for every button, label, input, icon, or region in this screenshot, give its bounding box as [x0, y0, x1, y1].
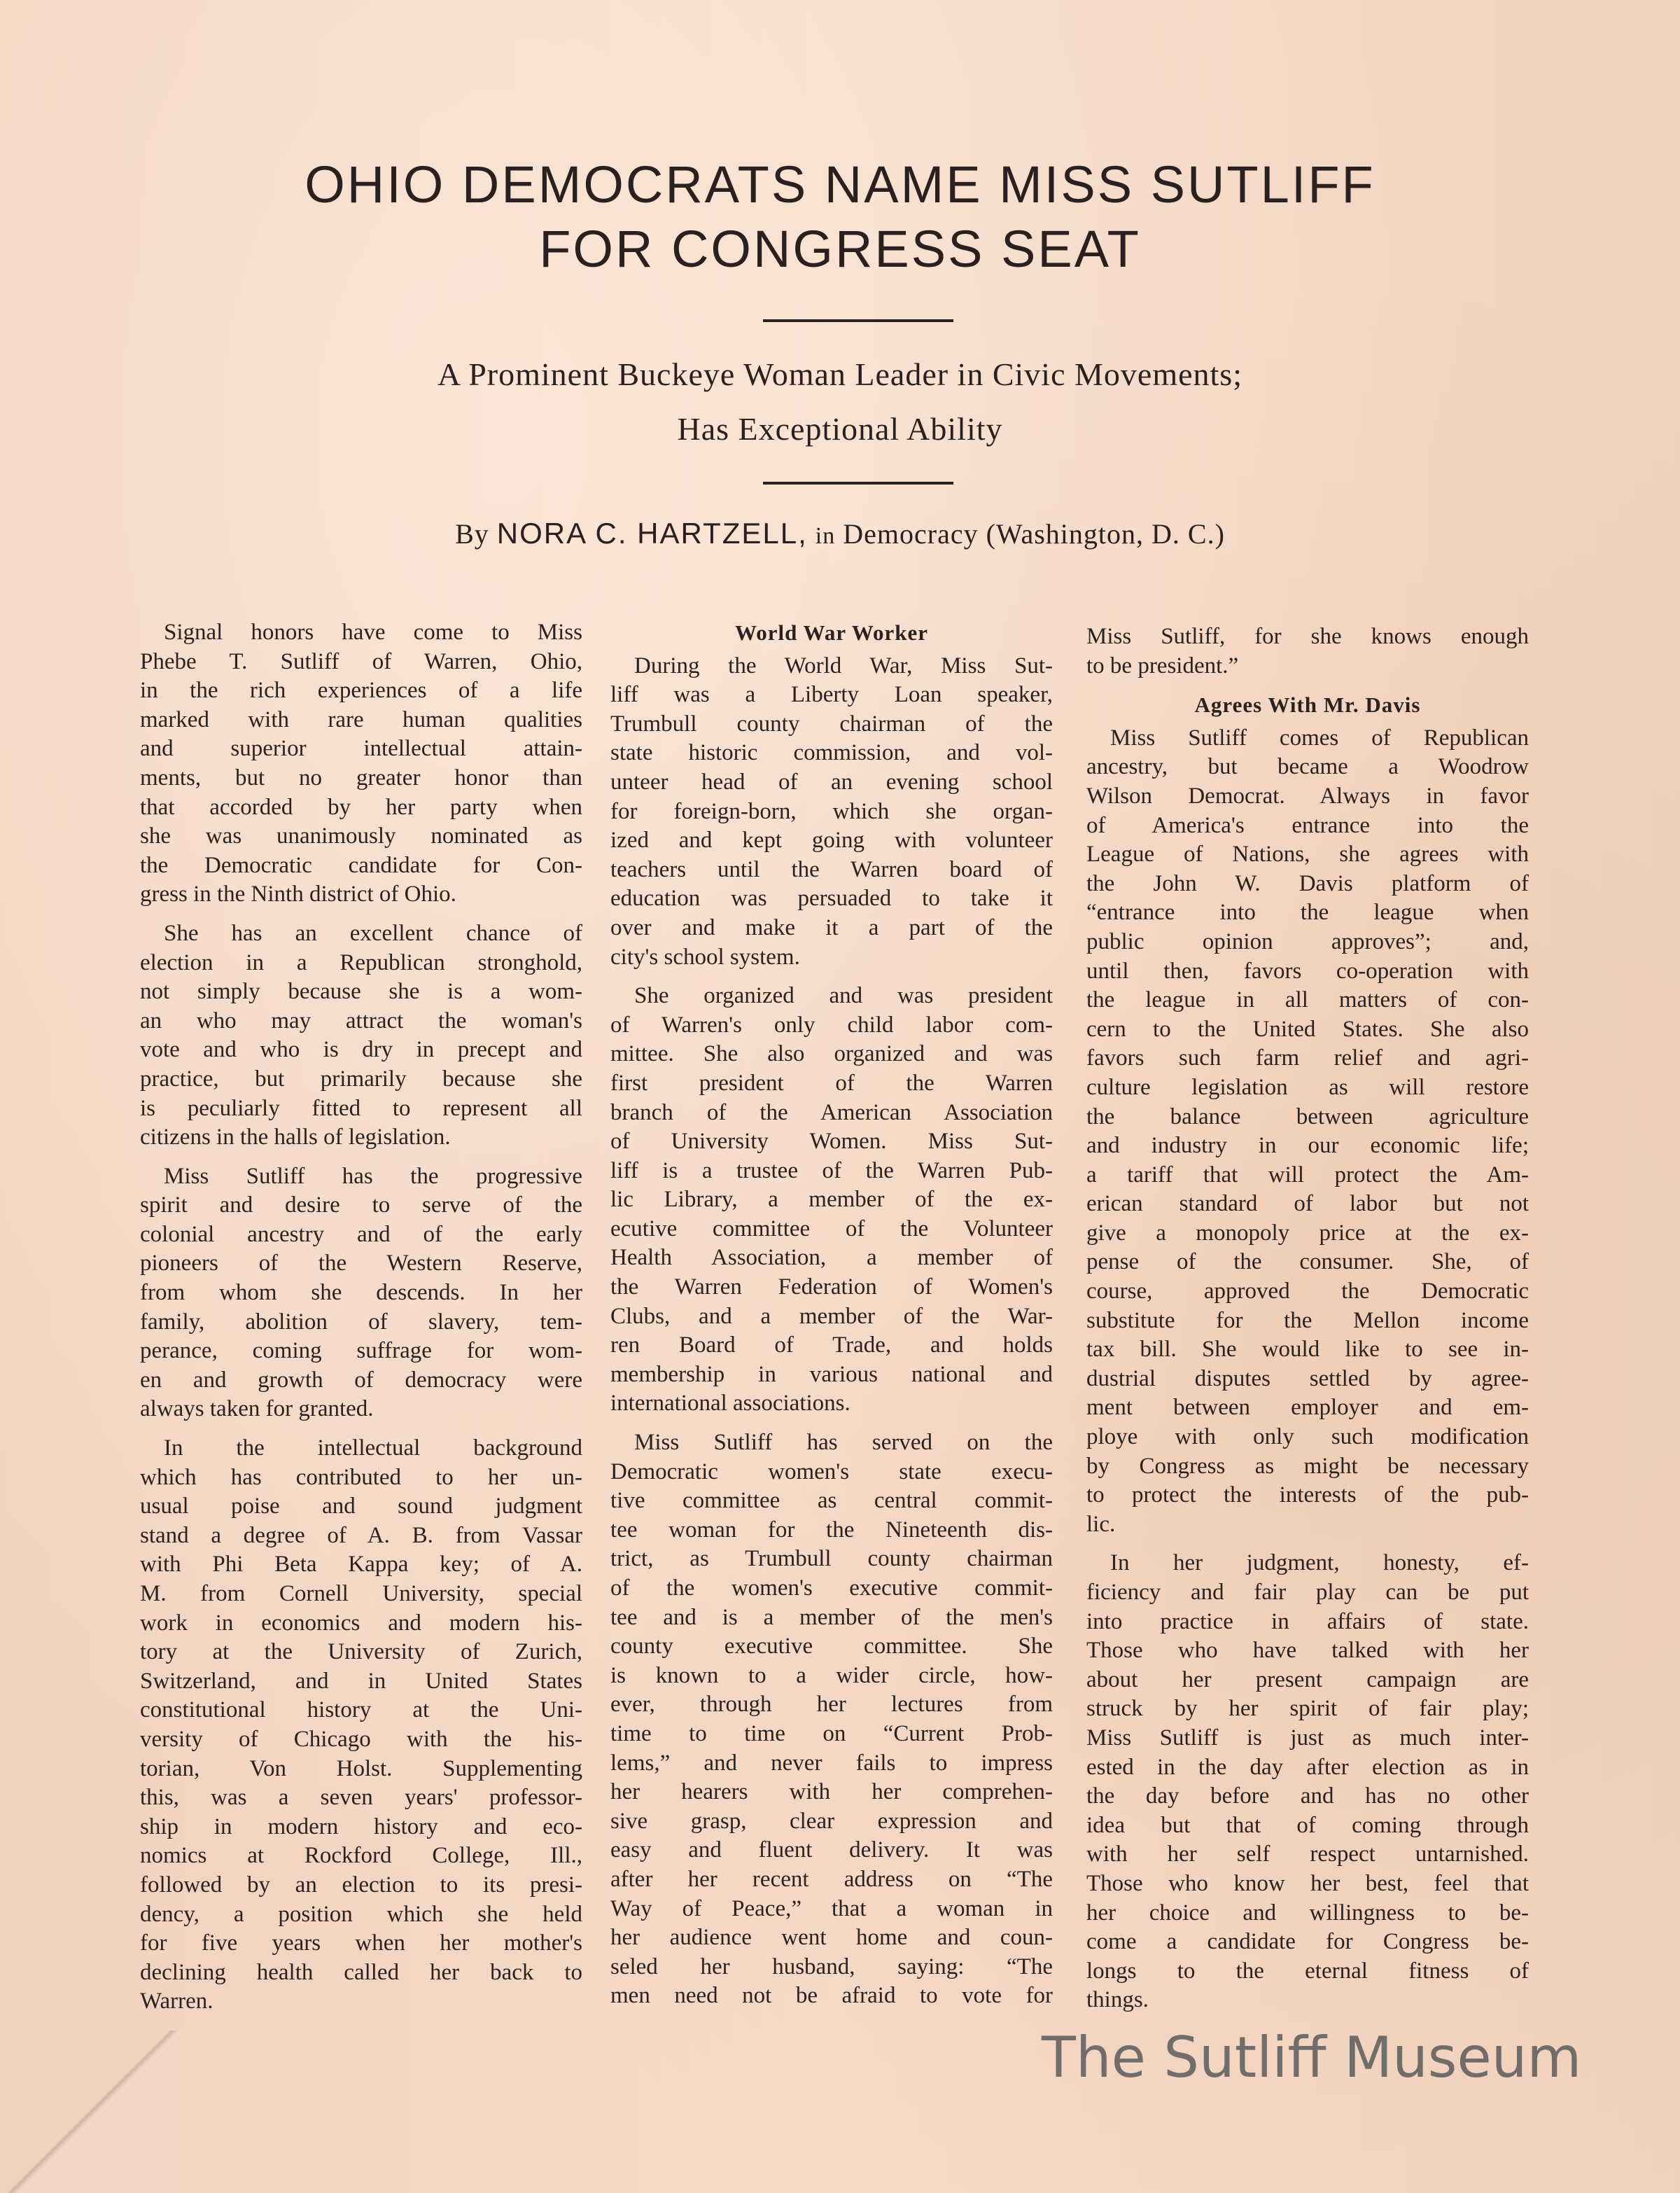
text-line: liff was a Liberty Loan speaker,	[610, 682, 1053, 708]
text-line: longs to the eternal fitness of	[1086, 1958, 1529, 1984]
text-line: an who may attract the woman's	[140, 1008, 582, 1033]
text-line: from whom she descends. In her	[140, 1280, 582, 1306]
text-line: Health Association, a member of	[610, 1245, 1053, 1271]
article-paragraph	[610, 982, 1053, 1419]
text-line: easy and fluent delivery. It was	[610, 1837, 1053, 1863]
text-line: declining health called her back to	[140, 1959, 582, 1985]
text-line: Wilson Democrat. Always in favor	[1086, 783, 1529, 809]
text-line: trict, as Trumbull county chairman	[610, 1546, 1053, 1572]
text-line: and superior intellectual attain-	[140, 736, 582, 762]
text-line: liff is a trustee of the Warren Pub-	[610, 1157, 1053, 1183]
text-line: and industry in our economic life;	[1086, 1133, 1529, 1159]
text-line: international associations.	[610, 1391, 850, 1416]
text-line: come a candidate for Congress be-	[1086, 1929, 1529, 1955]
text-line: nomics at Rockford College, Ill.,	[140, 1843, 582, 1869]
text-line: education was persuaded to take it	[610, 886, 1053, 912]
text-line: election in a Republican stronghold,	[140, 949, 582, 975]
text-line: ever, through her lectures from	[610, 1692, 1053, 1718]
text-line: ment between employer and em-	[1086, 1395, 1529, 1421]
text-line: branch of the American Association	[610, 1099, 1053, 1125]
article-paragraph	[610, 652, 1053, 973]
text-line: favors such farm relief and agri-	[1086, 1045, 1529, 1071]
divider-rule	[763, 319, 953, 322]
article-paragraph	[140, 618, 582, 910]
text-line: not simply because she is a wom-	[140, 979, 582, 1005]
text-line: that accorded by her party when	[140, 794, 582, 820]
text-line: unteer head of an evening school	[610, 769, 1053, 795]
article-paragraph	[140, 1434, 582, 2017]
text-line: ested in the day after election as in	[1086, 1754, 1529, 1780]
text-line: Switzerland, and in United States	[140, 1668, 582, 1694]
text-line: of Warren's only child labor com-	[610, 1012, 1053, 1038]
text-line: In her judgment, honesty, ef-	[1110, 1550, 1529, 1576]
text-line: followed by an election to its presi-	[140, 1872, 582, 1898]
text-line: ship in modern history and eco-	[140, 1813, 582, 1839]
headline	[0, 153, 1680, 281]
text-line: dustrial disputes settled by agree-	[1086, 1365, 1529, 1391]
text-line: the John W. Davis platform of	[1086, 870, 1529, 896]
text-line: Those who have talked with her	[1086, 1638, 1529, 1664]
text-line: her audience went home and coun-	[610, 1925, 1053, 1951]
text-line: spirit and desire to serve of the	[140, 1192, 582, 1218]
text-line: stand a degree of A. B. from Vassar	[140, 1522, 582, 1548]
subheadline-line-2: Has Exceptional Ability	[677, 411, 1003, 447]
text-line: colonial ancestry and of the early	[140, 1221, 582, 1247]
text-line: Democratic women's state execu-	[610, 1458, 1053, 1484]
text-line: of America's entrance into the	[1086, 812, 1529, 838]
article-paragraph	[140, 919, 582, 1153]
text-line: is peculiarly fitted to represent all	[140, 1095, 582, 1121]
text-line: tee woman for the Nineteenth dis-	[610, 1517, 1053, 1543]
text-line: practice, but primarily because she	[140, 1066, 582, 1092]
byline-publication: Democracy (Washington, D. C.)	[843, 518, 1225, 550]
text-line: dency, a position which she held	[140, 1901, 582, 1927]
text-line: of University Women. Miss Sut-	[610, 1129, 1053, 1155]
article-column-1	[140, 618, 582, 2026]
text-line: the balance between agriculture	[1086, 1104, 1529, 1129]
text-line: She organized and was president	[634, 983, 1053, 1009]
text-line: versity of Chicago with the his-	[140, 1726, 582, 1752]
text-line: In the intellectual background	[164, 1435, 582, 1461]
text-line: lic Library, a member of the ex-	[610, 1187, 1053, 1213]
article-paragraph	[1086, 1549, 1529, 2015]
text-line: the Warren Federation of Women's	[610, 1274, 1053, 1300]
text-line: Miss Sutliff, for she knows enough	[1086, 624, 1529, 649]
text-line: ized and kept going with volunteer	[610, 828, 1053, 854]
text-line: this, was a seven years' professor-	[140, 1785, 582, 1811]
text-line: state historic commission, and vol-	[610, 740, 1053, 766]
text-line: of the women's executive commit-	[610, 1575, 1053, 1601]
text-line: usual poise and sound judgment	[140, 1494, 582, 1519]
text-line: citizens in the halls of legislation.	[140, 1125, 451, 1150]
text-line: League of Nations, she agrees with	[1086, 842, 1529, 868]
text-line: her hearers with her comprehen-	[610, 1779, 1053, 1805]
text-line: membership in various national and	[610, 1361, 1053, 1387]
text-line: ficiency and fair play can be put	[1086, 1580, 1529, 1605]
text-line: During the World War, Miss Sut-	[634, 653, 1053, 678]
text-line: over and make it a part of the	[610, 914, 1053, 940]
text-line: marked with rare human qualities	[140, 706, 582, 732]
text-line: Warren.	[140, 1989, 214, 2014]
article-column-2	[610, 618, 1053, 2021]
text-line: her choice and willingness to be-	[1086, 1900, 1529, 1926]
text-line: Miss Sutliff is just as much inter-	[1086, 1725, 1529, 1750]
text-line: men need not be afraid to vote for	[610, 1983, 1053, 2009]
byline-author: NORA C. HARTZELL,	[496, 517, 808, 550]
text-line: until then, favors co-operation with	[1086, 958, 1529, 984]
text-line: with Phi Beta Kappa key; of A.	[140, 1552, 582, 1578]
text-line: ecutive committee of the Volunteer	[610, 1216, 1053, 1241]
divider-rule	[763, 482, 953, 485]
text-line: things.	[1086, 1987, 1149, 2013]
text-line: gress in the Ninth district of Ohio.	[140, 882, 456, 907]
text-line: sive grasp, clear expression and	[610, 1808, 1053, 1834]
text-line: ren Board of Trade, and holds	[610, 1332, 1053, 1358]
text-line: seled her husband, saying: “The	[610, 1954, 1053, 1979]
text-line: Way of Peace,” that a woman in	[610, 1895, 1053, 1921]
text-line: for foreign-born, which she organ-	[610, 798, 1053, 824]
article-column-3	[1086, 622, 1529, 2025]
byline-by: By	[455, 518, 489, 550]
text-line: city's school system.	[610, 944, 800, 970]
text-line: Phebe T. Sutliff of Warren, Ohio,	[140, 648, 582, 674]
text-line: lic.	[1086, 1511, 1116, 1537]
text-line: tory at the University of Zurich,	[140, 1639, 582, 1665]
headline-line-1: OHIO DEMOCRATS NAME MISS SUTLIFF	[304, 155, 1376, 214]
text-line: to be president.”	[1086, 653, 1239, 678]
text-line: en and growth of democracy were	[140, 1367, 582, 1393]
text-line: idea but that of coming through	[1086, 1812, 1529, 1838]
text-line: to protect the interests of the pub-	[1086, 1482, 1529, 1508]
article-paragraph	[140, 1162, 582, 1424]
section-heading: World War Worker	[734, 620, 929, 645]
text-line: culture legislation as will restore	[1086, 1074, 1529, 1100]
article-paragraph	[1086, 724, 1529, 1540]
text-line: ploye with only such modification	[1086, 1424, 1529, 1450]
text-line: with her self respect untarnished.	[1086, 1842, 1529, 1867]
text-line: which has contributed to her un-	[140, 1464, 582, 1490]
text-line: teachers until the Warren board of	[610, 856, 1053, 882]
text-line: into practice in affairs of state.	[1086, 1608, 1529, 1634]
text-line: work in economics and modern his-	[140, 1610, 582, 1636]
folded-corner	[0, 2031, 182, 2193]
text-line: about her present campaign are	[1086, 1666, 1529, 1692]
text-line: public opinion approves”; and,	[1086, 928, 1529, 954]
text-line: Clubs, and a member of the War-	[610, 1303, 1053, 1329]
article-paragraph	[1086, 622, 1529, 681]
text-line: M. from Cornell University, special	[140, 1581, 582, 1606]
byline-in: in	[815, 523, 836, 549]
text-line: first president of the Warren	[610, 1070, 1053, 1096]
text-line: pense of the consumer. She, of	[1086, 1249, 1529, 1275]
text-line: erican standard of labor but not	[1086, 1191, 1529, 1217]
text-line: struck by her spirit of fair play;	[1086, 1696, 1529, 1722]
text-line: tax bill. She would like to see in-	[1086, 1337, 1529, 1363]
text-line: for five years when her mother's	[140, 1930, 582, 1956]
text-line: tive committee as central commit-	[610, 1488, 1053, 1514]
text-line: the league in all matters of con-	[1086, 987, 1529, 1013]
article-paragraph	[610, 1428, 1053, 2011]
text-line: lems,” and never fails to impress	[610, 1750, 1053, 1776]
text-line: Signal honors have come to Miss	[164, 620, 582, 645]
text-line: Those who know her best, feel that	[1086, 1870, 1529, 1896]
text-line: family, abolition of slavery, tem-	[140, 1309, 582, 1335]
text-line: the Democratic candidate for Con-	[140, 852, 582, 878]
text-line: cern to the United States. She also	[1086, 1016, 1529, 1042]
text-line: by Congress as might be necessary	[1086, 1453, 1529, 1479]
byline	[0, 517, 1680, 550]
text-line: always taken for granted.	[140, 1396, 374, 1422]
text-line: the day before and has no other	[1086, 1783, 1529, 1809]
headline-line-2: FOR CONGRESS SEAT	[539, 220, 1141, 278]
text-line: Miss Sutliff has served on the	[634, 1430, 1053, 1456]
text-line: Trumbull county chairman of the	[610, 711, 1053, 737]
text-line: torian, Von Holst. Supplementing	[140, 1755, 582, 1781]
text-line: “entrance into the league when	[1086, 900, 1529, 926]
text-line: is known to a wider circle, how-	[610, 1662, 1053, 1688]
museum-watermark: The Sutliff Museum	[1042, 2025, 1582, 2090]
text-line: after her recent address on “The	[610, 1866, 1053, 1892]
section-heading: Agrees With Mr. Davis	[1194, 692, 1421, 718]
text-line: tee and is a member of the men's	[610, 1604, 1053, 1630]
text-line: perance, coming suffrage for wom-	[140, 1338, 582, 1364]
text-line: give a monopoly price at the ex-	[1086, 1220, 1529, 1246]
text-line: she was unanimously nominated as	[140, 823, 582, 849]
subheadline	[0, 347, 1680, 457]
text-line: Miss Sutliff comes of Republican	[1110, 725, 1529, 751]
text-line: Miss Sutliff has the progressive	[164, 1163, 582, 1189]
text-line: time to time on “Current Prob-	[610, 1720, 1053, 1746]
text-line: ancestry, but became a Woodrow	[1086, 754, 1529, 780]
text-line: substitute for the Mellon income	[1086, 1307, 1529, 1333]
text-line: county executive committee. She	[610, 1634, 1053, 1659]
text-line: course, approved the Democratic	[1086, 1279, 1529, 1304]
text-line: pioneers of the Western Reserve,	[140, 1251, 582, 1276]
text-line: vote and who is dry in precept and	[140, 1037, 582, 1063]
text-line: a tariff that will protect the Am-	[1086, 1162, 1529, 1188]
text-line: ments, but no greater honor than	[140, 765, 582, 791]
text-line: She has an excellent chance of	[164, 920, 582, 946]
subheadline-line-1: A Prominent Buckeye Woman Leader in Civic Movements;	[438, 356, 1242, 392]
text-line: mittee. She also organized and was	[610, 1041, 1053, 1067]
text-line: constitutional history at the Uni-	[140, 1697, 582, 1723]
text-line: in the rich experiences of a life	[140, 678, 582, 704]
